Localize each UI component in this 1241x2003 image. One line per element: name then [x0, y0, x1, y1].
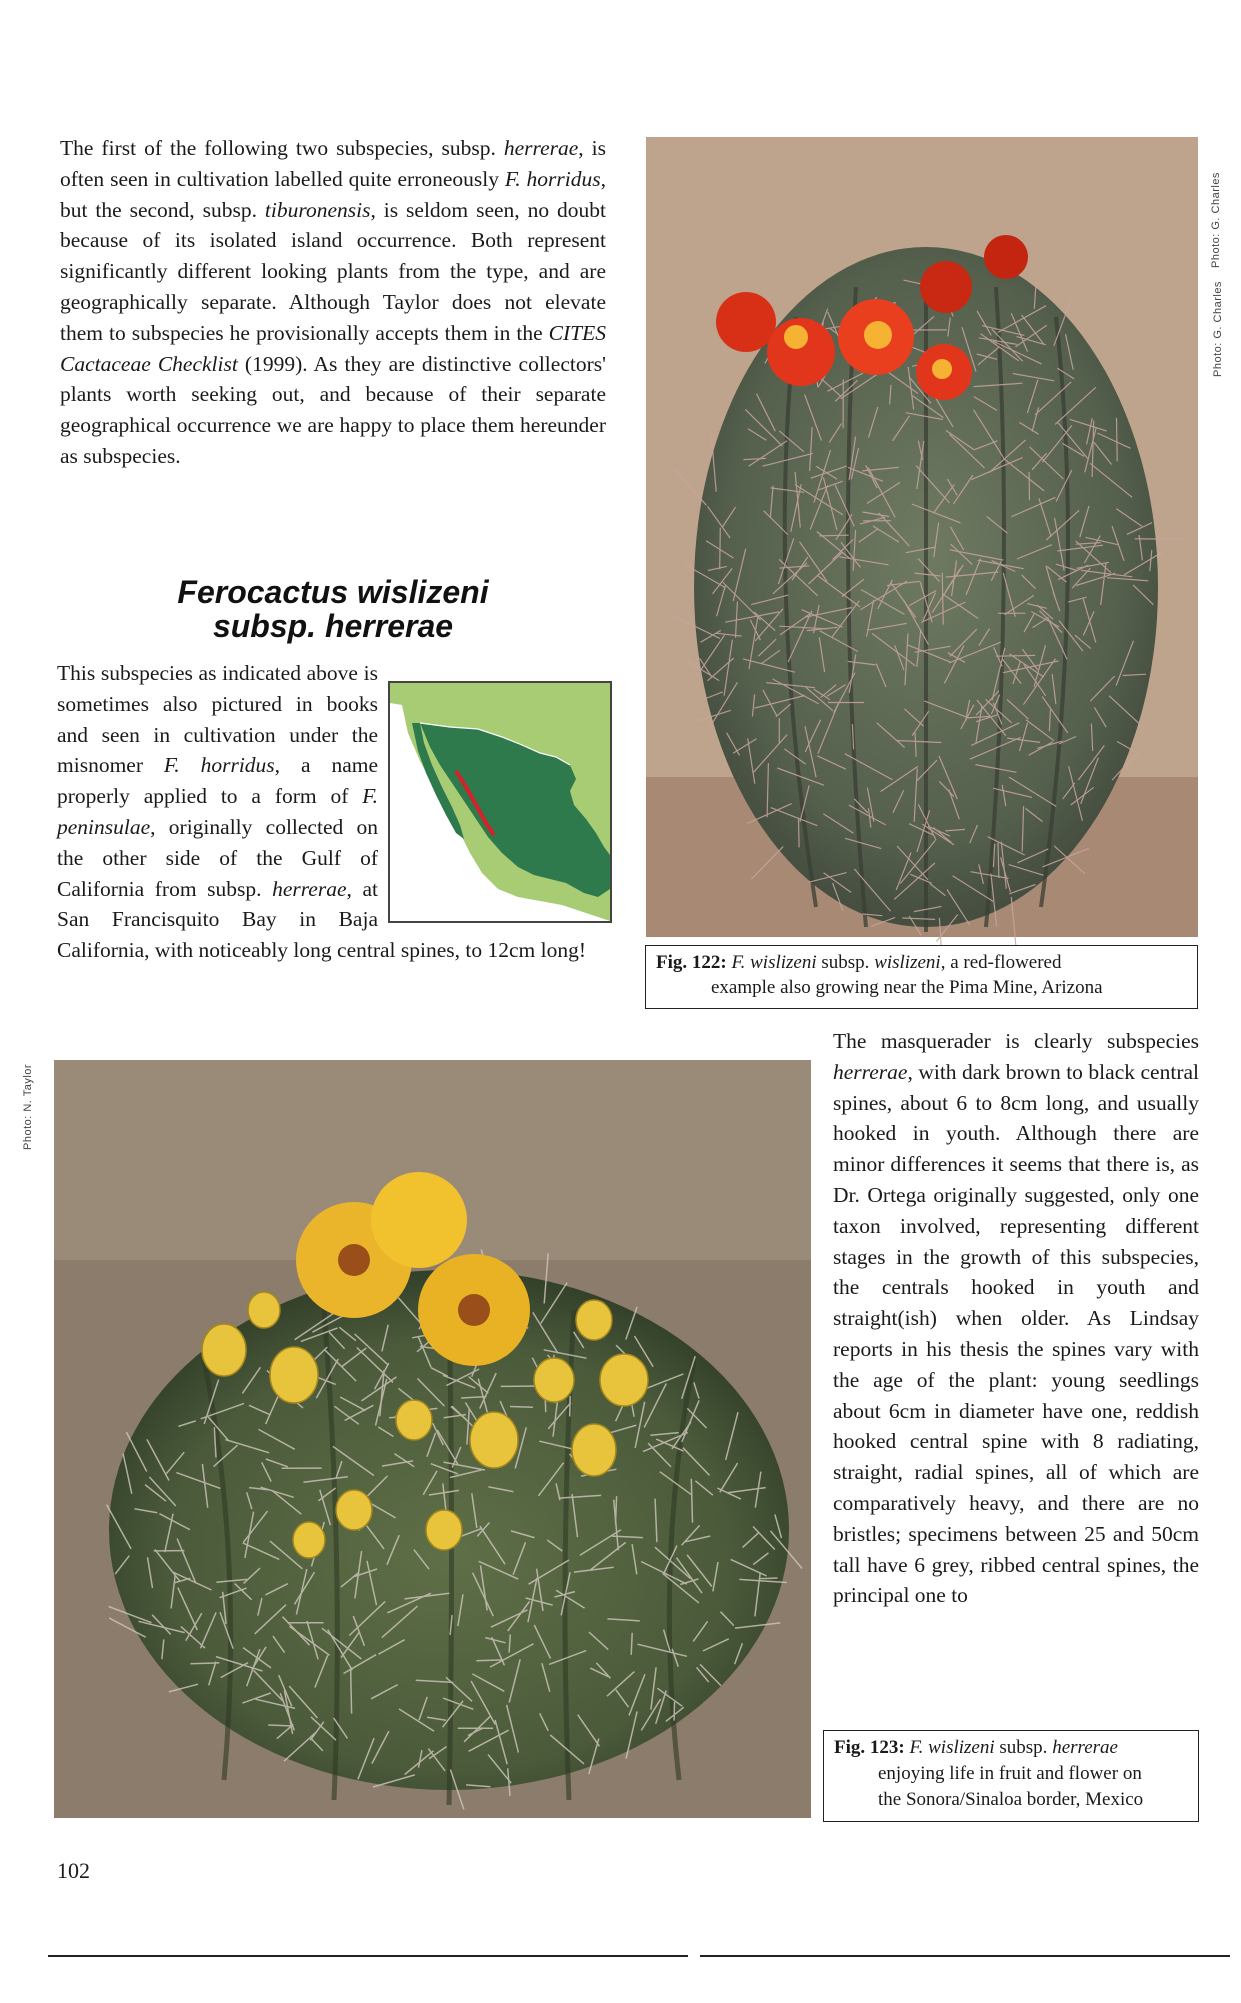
- fig122-credit-margin: Photo: G. Charles: [1210, 172, 1222, 268]
- fig122-caption: [645, 945, 1198, 1009]
- text-run: The first of the following two subspecies, subsp.: [60, 136, 504, 160]
- text-run: The masquerader is clearly subspecies: [833, 1029, 1199, 1053]
- fig122-image: [646, 137, 1198, 937]
- italic-run: herrerae: [833, 1059, 908, 1084]
- heading-line-2: subsp. herrerae: [212, 608, 454, 644]
- text-run: , a name properly applied to a form of: [57, 753, 378, 809]
- fig123-caption: [823, 1730, 1199, 1822]
- spine: [996, 655, 1035, 656]
- italic-run: herrerae: [272, 876, 347, 901]
- page-number: 102: [57, 1858, 90, 1883]
- fig123-epithet: herrerae: [1052, 1737, 1118, 1758]
- heading-line-1: Ferocactus wislizeni: [177, 574, 489, 610]
- fig122-photo: [646, 137, 1224, 937]
- spine: [799, 819, 800, 848]
- italic-run: CITES Cactaceae Checklist: [60, 320, 606, 376]
- intro-paragraph: [60, 133, 606, 472]
- fig123-subsp: subsp.: [994, 1737, 1053, 1758]
- spine: [759, 1578, 778, 1579]
- text-run: , is often seen in cultivation labelled quite erroneously: [60, 136, 607, 191]
- fig123-image: [54, 1060, 811, 1818]
- fig122-subsp: subsp.: [816, 952, 875, 973]
- italic-run: herrerae: [503, 136, 579, 160]
- spine: [1135, 539, 1186, 540]
- text-run: , at San Francisquito Bay in Baja California, with noticeably long central spines, to 12cm long!: [57, 876, 587, 963]
- italic-run: F. peninsulae: [57, 784, 378, 839]
- spine: [570, 1396, 571, 1417]
- italic-run: F. horridus: [163, 753, 275, 778]
- map-wrap-spacer: [378, 658, 610, 926]
- spine: [631, 1633, 632, 1655]
- text-run: , but the second, subsp.: [60, 166, 606, 222]
- bottom-rule-right: [700, 1955, 1230, 1957]
- fig122-epithet: wislizeni: [874, 952, 941, 973]
- fig123-credit: Photo: N. Taylor: [22, 1063, 34, 1150]
- fig123-line-2: enjoying life in fruit and flower on: [878, 1763, 1142, 1784]
- bottom-rule-left: [48, 1955, 688, 1957]
- fig123-species: F. wislizeni: [909, 1737, 995, 1758]
- fig122-label: Fig. 122:: [656, 952, 727, 973]
- text-run: This subspecies as indicated above is sometimes also pictured in books and seen in cultivation under the misnomer: [57, 661, 378, 778]
- right-paragraph: [833, 1026, 1199, 1611]
- spine: [268, 1725, 290, 1726]
- fig123-label: Fig. 123:: [834, 1737, 905, 1758]
- text-run: , originally collected on the other side of the Gulf of California from subsp.: [57, 814, 378, 901]
- spine: [720, 528, 721, 570]
- spine: [1117, 418, 1118, 461]
- spine: [476, 1660, 503, 1661]
- text-run: , with dark brown to black central spines, about 6 to 8cm long, and usually hooked in youth. Although there are minor differences it seems that there is, as Dr. Ortega originally suggested, only one taxon involved, representing different stages in the growth of this subspecies, the centrals hooked in youth and straight(ish) when older. As Lindsay reports in his thesis the spines vary with the age of the plant: young seedlings about 6cm in diameter have one, reddish hooked central spine with 8 radiating, straight, radial spines, all of which are comparatively heavy, and there are no bristles; specimens between 25 and 50cm tall have 6 grey, ribbed central spines, the principal one to: [833, 1059, 1199, 1608]
- fig123-line-3: the Sonora/Sinaloa border, Mexico: [878, 1789, 1144, 1810]
- fig122-desc: , a red-flowered: [940, 952, 1062, 973]
- spine: [510, 1407, 533, 1408]
- text-run: (1999). As they are distinctive collectors' plants worth seeking out, and because of their separate geographical occurrence we are happy to place them hereunder as subspecies.: [60, 351, 606, 468]
- text-run: , is seldom seen, no doubt because of its isolated island occurrence. Both represent significantly different looking plants from the type, and are geographically separate. Although Taylor does not elevate them to subspecies he provisionally accepts them in the: [60, 197, 606, 345]
- italic-run: tiburonensis: [264, 197, 371, 222]
- spine: [819, 535, 848, 536]
- fig122-credit: Photo: G. Charles: [1212, 281, 1224, 377]
- fig123-photo: [54, 1060, 811, 1818]
- spine: [351, 1667, 352, 1713]
- fig122-species: F. wislizeni: [731, 952, 817, 973]
- italic-run: F. horridus: [504, 166, 601, 191]
- body-paragraph: [57, 658, 610, 966]
- section-heading: [60, 575, 606, 643]
- fig122-line-2: example also growing near the Pima Mine, Arizona: [711, 977, 1103, 998]
